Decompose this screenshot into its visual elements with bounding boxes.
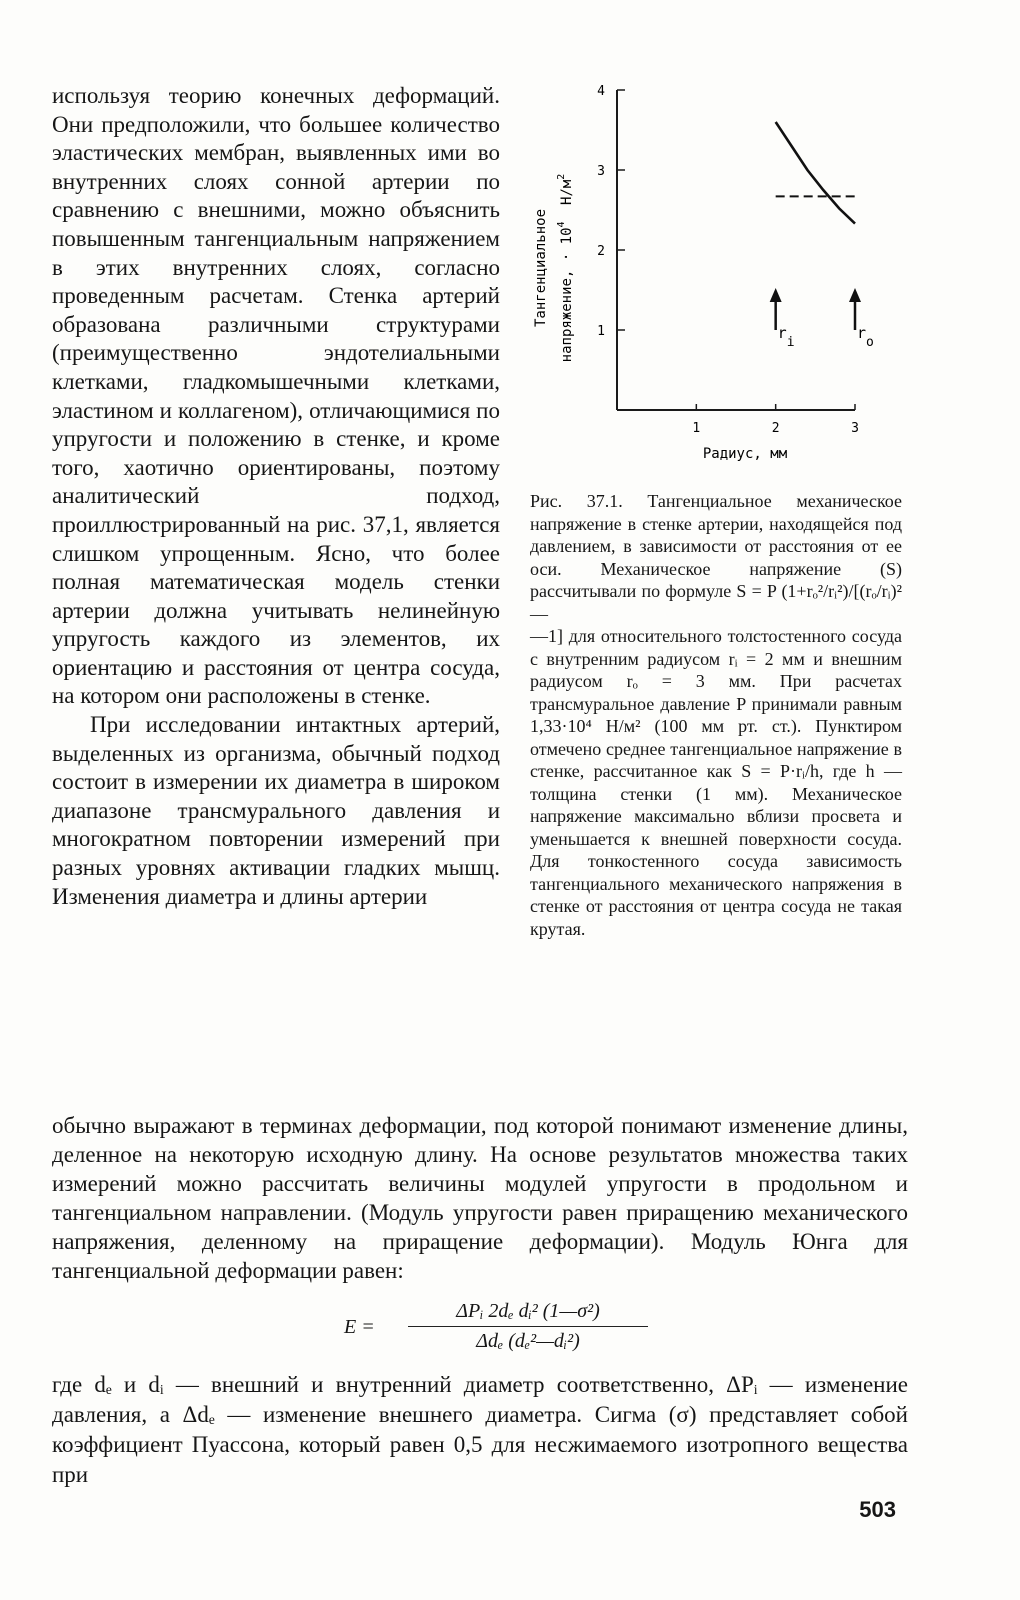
caption-text-continued: —1] для относительного толстостенного сосуда с внутренним радиусом rᵢ = 2 мм и внешним радиусом rₒ = 3 мм. При расчетах трансмуральное давление P принимали равным 1,33·10⁴ Н/м² (100 мм рт. ст.). Пунктиром отмечено среднее тангенциальное напряжение в стенке, рассчитанное как S = P·rᵢ/h, где h — толщина стенки (1 мм). Механическое напряжение максимально вблизи просвета и уменьшается к внешней поверхности сосуда. Для тонкостенного сосуда зависимость тангенциального механического напряжения в стенке от расстояния от центра сосуда не такая крутая.: [530, 626, 902, 939]
formula-denominator: Δdₑ (dₑ²—dᵢ²): [476, 1330, 580, 1352]
page-number: 503: [859, 1497, 896, 1522]
chart-series: [776, 122, 855, 224]
figure-37-1: [525, 78, 925, 488]
chart-ticks: [597, 84, 859, 436]
text-after-formula: [52, 1370, 908, 1490]
tangential-stress-curve: [776, 122, 855, 224]
stress-radius-chart: [525, 78, 925, 488]
paragraph: используя теорию конечных деформаций. Они предположили, что большее количество эластических мембран, выявленных ими во внутренних слоях сонной артерии по сравнению с внешними, можно объяснить повышенным тангенциальным напряжением в этих внутренних слоях, согласно проведенным расчетам. Стенка артерий образована различными структурами (преимущественно эндотелиальными клетками, гладкомышечными клетками, эластином и коллагеном), отличающимися по упругости и положению в стенке, и кроме того, хаотично ориентированы, поэтому аналитический подход, проиллюстрированный на рис. 37,1, является слишком упрощенным. Ясно, что более полная математическая модель стенки артерии должна учитывать нелинейную упругость каждого из элементов, их ориентацию и расстояния от центра сосуда, на котором они расположены в стенке.: [52, 83, 500, 709]
chart-annotations: [770, 288, 874, 350]
x-tick-label: 3: [851, 421, 859, 436]
formula-fraction: [408, 1300, 648, 1353]
caption-text: Рис. 37.1. Тангенциальное механическое напряжение в стенке артерии, находящейся под давлением, в зависимости от расстояния от ее оси. Механическое напряжение (S) рассчитывали по формуле S = P (1+rₒ²/rᵢ²)/[(rₒ/rᵢ)² —: [530, 491, 902, 624]
y-tick-label: 2: [597, 244, 605, 259]
full-width-text: [52, 1111, 908, 1285]
y-axis-label-unit-exp: 2: [556, 173, 567, 180]
youngs-modulus-formula: [52, 1300, 908, 1360]
y-axis-label-line1: Тангенциальное: [533, 208, 549, 328]
radius-annotation-label: ri: [777, 324, 795, 350]
paragraph: где dₑ и dᵢ — внешний и внутренний диаметр соответственно, ΔPᵢ — изменение давления, а Δdₑ — изменение внешнего диаметра. Сигма (σ) представляет собой коэффициент Пуассона, который равен 0,5 для несжимаемого изотропного вещества при: [52, 1372, 908, 1487]
x-tick-label: 1: [692, 421, 701, 436]
y-tick-label: 4: [597, 84, 605, 99]
y-axis-label-unit: Н/м: [559, 179, 575, 205]
x-tick-label: 2: [771, 421, 780, 436]
figure-caption: [530, 490, 902, 940]
radius-annotation-label: ro: [857, 324, 874, 350]
paragraph: При исследовании интактных артерий, выделенных из организма, обычный подход состоит в измерении их диаметра в широком диапазоне трансмурального давления и многократном повторении измерений при разных уровнях активации гладких мышц. Изменения диаметра и длины артерии: [52, 712, 500, 909]
paragraph: обычно выражают в терминах деформации, под которой понимают изменение длины, деленное на некоторую исходную длину. На основе результатов множества таких измерений можно рассчитать величины модулей упругости в продольном и тангенциальном направлении. (Модуль упругости равен приращению механического напряжения, деленному на приращение деформации). Модуль Юнга для тангенциальной деформации равен:: [52, 1113, 908, 1283]
radius-arrow-head: [849, 288, 861, 302]
x-axis-label: Радиус, мм: [702, 446, 788, 462]
y-axis-label-text: напряжение, · 10: [559, 227, 575, 363]
left-text-column: [52, 82, 500, 911]
y-axis-label-exp: 4: [556, 221, 567, 228]
y-tick-label: 3: [597, 164, 605, 179]
chart-axes: [617, 90, 855, 410]
y-axis-label-line2: [556, 174, 575, 363]
formula-numerator: ΔPᵢ 2dₑ dᵢ² (1—σ²): [408, 1300, 648, 1327]
radius-arrow-head: [770, 288, 782, 302]
formula-lhs: E =: [344, 1316, 375, 1338]
y-tick-label: 1: [597, 324, 605, 339]
